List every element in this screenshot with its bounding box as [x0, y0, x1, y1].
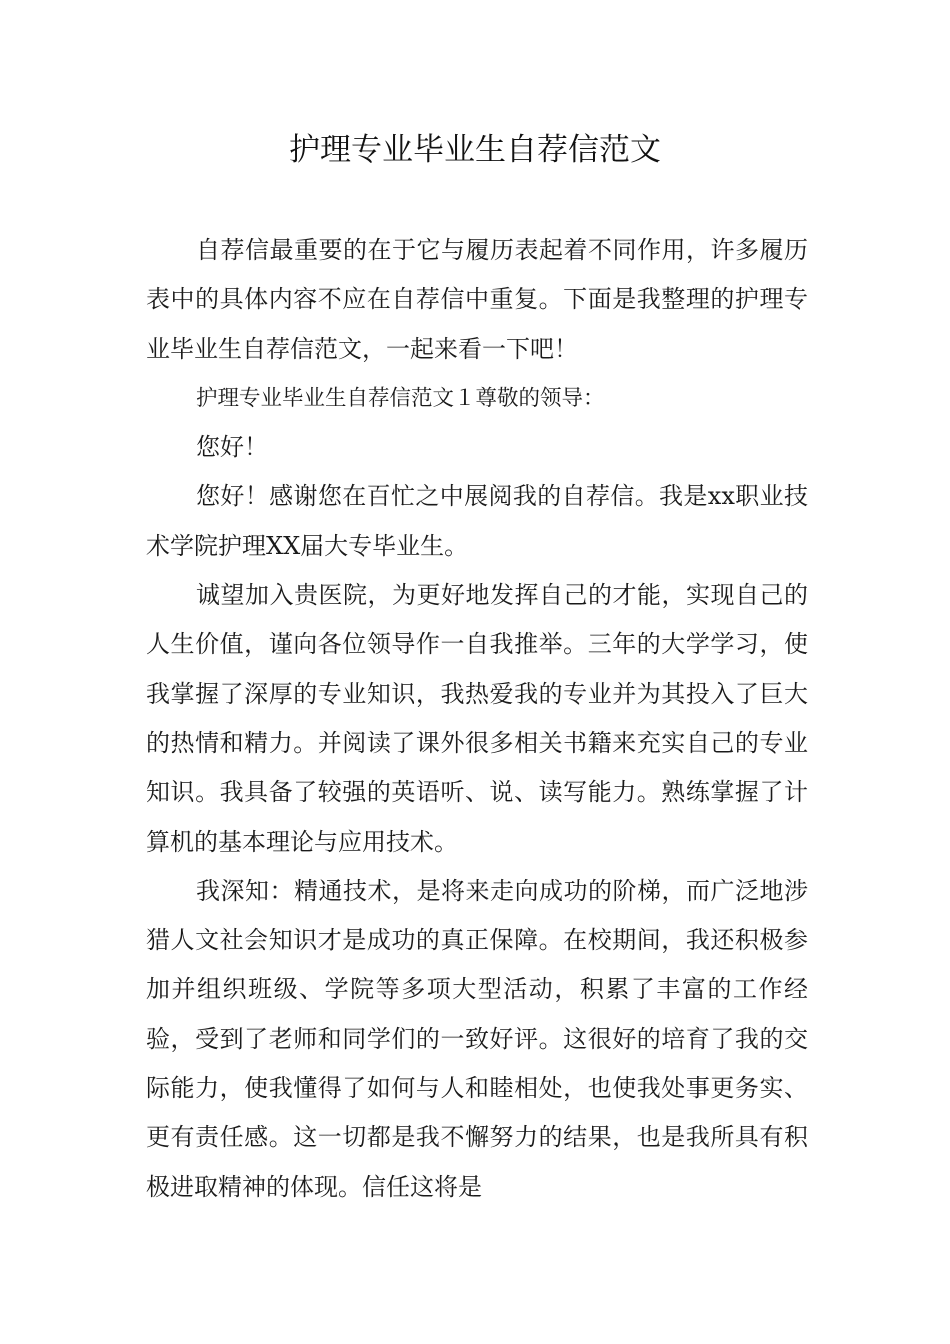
paragraph-self-intro: 您好！感谢您在百忙之中展阅我的自荐信。我是xx职业技术学院护理XX届大专毕业生。 [146, 482, 808, 560]
paragraph-greeting: 您好！ [196, 433, 268, 462]
paragraph-activities: 我深知：精通技术，是将来走向成功的阶梯，而广泛地涉猎人文社会知识才是成功的真正保障。在校期间，我还积极参加并组织班级、学院等多项大型活动，积累了丰富的工作经验，受到了老师和同学们的一致好评。这很好的培育了我的交际能力，使我懂得了如何与人和睦相处，也使我处事更务实、更有责任感。这一切都是我不懈努力的结果，也是我所具有积极进取精神的体现。信任这将是 [146, 876, 808, 1201]
document-title: 护理专业毕业生自荐信范文 [289, 132, 661, 168]
paragraph-study: 诚望加入贵医院，为更好地发挥自己的才能，实现自己的人生价值，谨向各位领导作一自我推举。三年的大学学习，使我掌握了深厚的专业知识，我热爱我的专业并为其投入了巨大的热情和精力。并阅读了课外很多相关书籍来充实自己的专业知识。我具备了较强的英语听、说、读写能力。熟练掌握了计算机的基本理论与应用技术。 [146, 581, 808, 856]
document-body [146, 226, 808, 1212]
paragraph-intro: 自荐信最重要的在于它与履历表起着不同作用，许多履历表中的具体内容不应在自荐信中重复。下面是我整理的护理专业毕业生自荐信范文，一起来看一下吧！ [146, 236, 808, 363]
paragraph-heading-sample-1: 护理专业毕业生自荐信范文１尊敬的领导： [196, 385, 605, 411]
